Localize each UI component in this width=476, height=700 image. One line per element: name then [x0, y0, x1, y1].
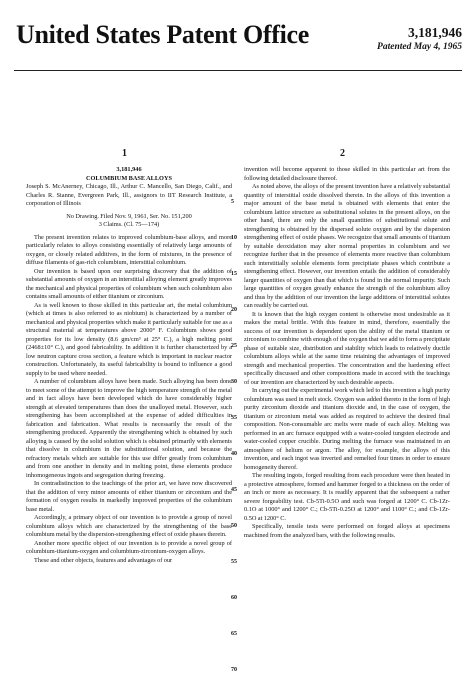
- header-rule: [14, 70, 462, 71]
- line-number: 40: [231, 451, 237, 457]
- right-column: [244, 166, 450, 540]
- office-title: United States Patent Office: [16, 20, 309, 49]
- line-number: 55: [231, 559, 237, 565]
- line-number: 60: [231, 595, 237, 601]
- line-number: 10: [231, 235, 237, 241]
- left-column: [26, 166, 232, 565]
- body-paragraph: These and other objects, features and advantages of our: [34, 556, 173, 564]
- column-number-right: 2: [340, 148, 345, 159]
- body-paragraph: invention will become apparent to those skilled in this particular art from the following detailed disclosure thereof.: [244, 166, 450, 182]
- invention-title: COLUMBIUM BASE ALLOYS: [85, 174, 173, 182]
- right-column-body: [244, 166, 450, 540]
- line-number: 5: [231, 199, 234, 205]
- inventors-block: Joseph S. McAnerney, Chicago, Ill., Arthur C. Mancello, San Diego, Calif., and Charles R. Stanne, Evergreen Park, Ill., assignors to IIT Research Institute, a corporation of Illinois: [26, 183, 232, 207]
- line-number: 35: [231, 415, 237, 421]
- body-paragraph: It is known that the high oxygen content is otherwise most undesirable as it makes the metal brittle. With this feature in mind, therefore, essentially the success of our invention is dependent upon the ability of the metal titanium or zirconium to combine with enough of the oxygen that we add to form a precipitate phase of suitable size, distribution and stability which leads to relatively ductile columbium alloys while at the same time retaining the advantages of improved strength and mechanical properties. The concentration and the hardening effect specifically discussed and other compositions made in accord with the teachings of our invention are characterized by such desirable aspects.: [244, 310, 450, 386]
- patent-number: 3,181,946: [408, 25, 462, 40]
- front-patent-id: 3,181,946: [116, 166, 142, 173]
- left-column-body: [26, 234, 232, 566]
- body-paragraph: The present invention relates to improved columbium-base alloys, and more particularly relates to alloys consisting essentially of relatively large amounts of oxygen, or closely related additives, in the form of mixtures, in the presence of diffuse filaments of gas-rich columbium, interstitial columbium.: [26, 233, 232, 266]
- patent-header: [14, 8, 462, 66]
- filing-info: No Drawing. Filed Nov. 9, 1961, Ser. No. 151,200: [66, 212, 192, 220]
- body-paragraph: The resulting ingots, forged resulting from each procedure were then heated in a protective atmosphere, formed and hammer forged to a thickness on the order of an inch or more as necessary. It is readily apparent that the subsequent a rather severe forgeability test. Cb-5Ti-0.5O and such was forged at 1200° C. Cb-1Zr-0.1O at 1000° and 1200° C.; Cb-5Ti-0.25O at 1200° and 1100° C.; and Cb-1Zr-0.5O at 1200° C.: [244, 472, 450, 522]
- line-number: 45: [231, 487, 237, 493]
- column-number-left: 1: [122, 148, 127, 159]
- body-paragraph: In contradistinction to the teachings of the prior art, we have now discovered that the addition of very minor amounts of either titanium or zirconium and the formation of oxygen results in markedly improved properties of the columbium base metal.: [26, 480, 232, 513]
- body-paragraph: In carrying out the experimental work which led to this invention a high purity columbium was used in melt stock. Oxygen was added thereto in the form of high purity zirconium dioxide and titanium dioxide and, in the case of oxygen, the titanium or zirconium metal was added as required to achieve the desired final composition. Non-consumable arc melts were made of each alloy. Melting was performed in an arc furnace equipped with a water-cooled tungsten electrode and water-cooled copper crucible. During melting the furnace was maintained in an atmosphere of helium or argon. The alloy, for example, the alloys of this invention, and each ingot was inverted and remelted four times in order to ensure homogeneity thereof.: [244, 387, 450, 471]
- body-paragraph: Our invention is based upon our surprising discovery that the addition of substantial amounts of oxygen in an interstitial alloying element greatly improves the mechanical and physical properties of columbium when such columbium also contains small amounts of either titanium or zirconium.: [26, 267, 232, 300]
- line-number: 25: [231, 343, 237, 349]
- body-paragraph: Accordingly, a primary object of our invention is to provide a group of novel columbium alloys which are characterized by the strengthening of the base columbium metal by the dispersion-strengthening effect of oxide phases therein.: [26, 514, 232, 538]
- line-number: 30: [231, 379, 237, 385]
- body-paragraph: As noted above, the alloys of the present invention have a relatively substantial quantity of interstitial oxide dissolved therein. In the alloys of this invention a major amount of the base metal is obtained with elements that enter the columbium lattice structure as substitutional solutes in the present alloys, on the other hand, there are only the small quantities of substitutional solute and strengthening is obtained by the dispersed solute oxygen and by the dispersion strengthening effect of oxide phases. We recognize that small amounts of titanium by suitable deoxidation may alter normal properties in columbium and we recognize further that in the presence of elements more reactive than columbium such interstitially soluble elements form precipitate phases which contribute a strengthening effect. However, our invention entails the addition of considerably larger quantities of oxygen than that which is found in the normal impurity. Such large quantities of oxygen greatly enhance the strength of the columbium alloy and thus by the addition of our invention the large additions of interstitial solutes can readily be carried out.: [244, 183, 450, 309]
- line-number: 70: [231, 667, 237, 673]
- line-number: 20: [231, 307, 237, 313]
- line-number: 15: [231, 271, 237, 277]
- line-number: 65: [231, 631, 237, 637]
- body-paragraph: Another more specific object of our invention is to provide a novel group of columbium-titanium-oxygen and columbium-zirconium-oxygen alloys.: [26, 539, 232, 555]
- line-number: 50: [231, 523, 237, 529]
- body-paragraph: Specifically, tensile tests were performed on forged alloys at specimens machined from the analyzed bars, with the following results.: [244, 523, 450, 539]
- body-paragraph: A number of columbium alloys have been made. Such alloying has been done to meet some of the attempt to improve the high temperature strength of the metal and in fact alloys have been developed which do have considerably higher strength at elevated temperatures than does the unalloyed metal. However, such strengthening has been accomplished at the expense of added difficulties in fabrication and fabrication. What results is necessarily the result of the strengthening produced. Apparently the strengthening which is obtained by such alloying is caused by the solid solution which is obtained primarily with elements that dissolve in columbium in the substitutional solution, and because the refractory metals which are suitable for this use differ greatly from columbium and from one another in density and in melting point, these elements produce inhomogeneous ingots and segregation during freezing.: [26, 378, 232, 479]
- patented-date: Patented May 4, 1965: [377, 42, 462, 52]
- claims-info: 3 Claims. (Cl. 75—174): [98, 221, 160, 228]
- body-paragraph: As is well known to those skilled in this particular art, the metal columbium (which at times is also referred to as niobium) is characterized by a number of mechanical and physical properties which make it particularly suitable for use as a structural material at temperatures above 2000° F. Columbium shows good properties for its low density (8.6 gm/cm³ at 25° C.), a high melting point (2468±10° C.), and good fabricability. In addition it is further characterized by a low neutron capture cross section, a feature which is important in nuclear reactor construction. Unfortunately, its useful fabricability is bound to influence a good supply to be used where needed.: [26, 301, 232, 377]
